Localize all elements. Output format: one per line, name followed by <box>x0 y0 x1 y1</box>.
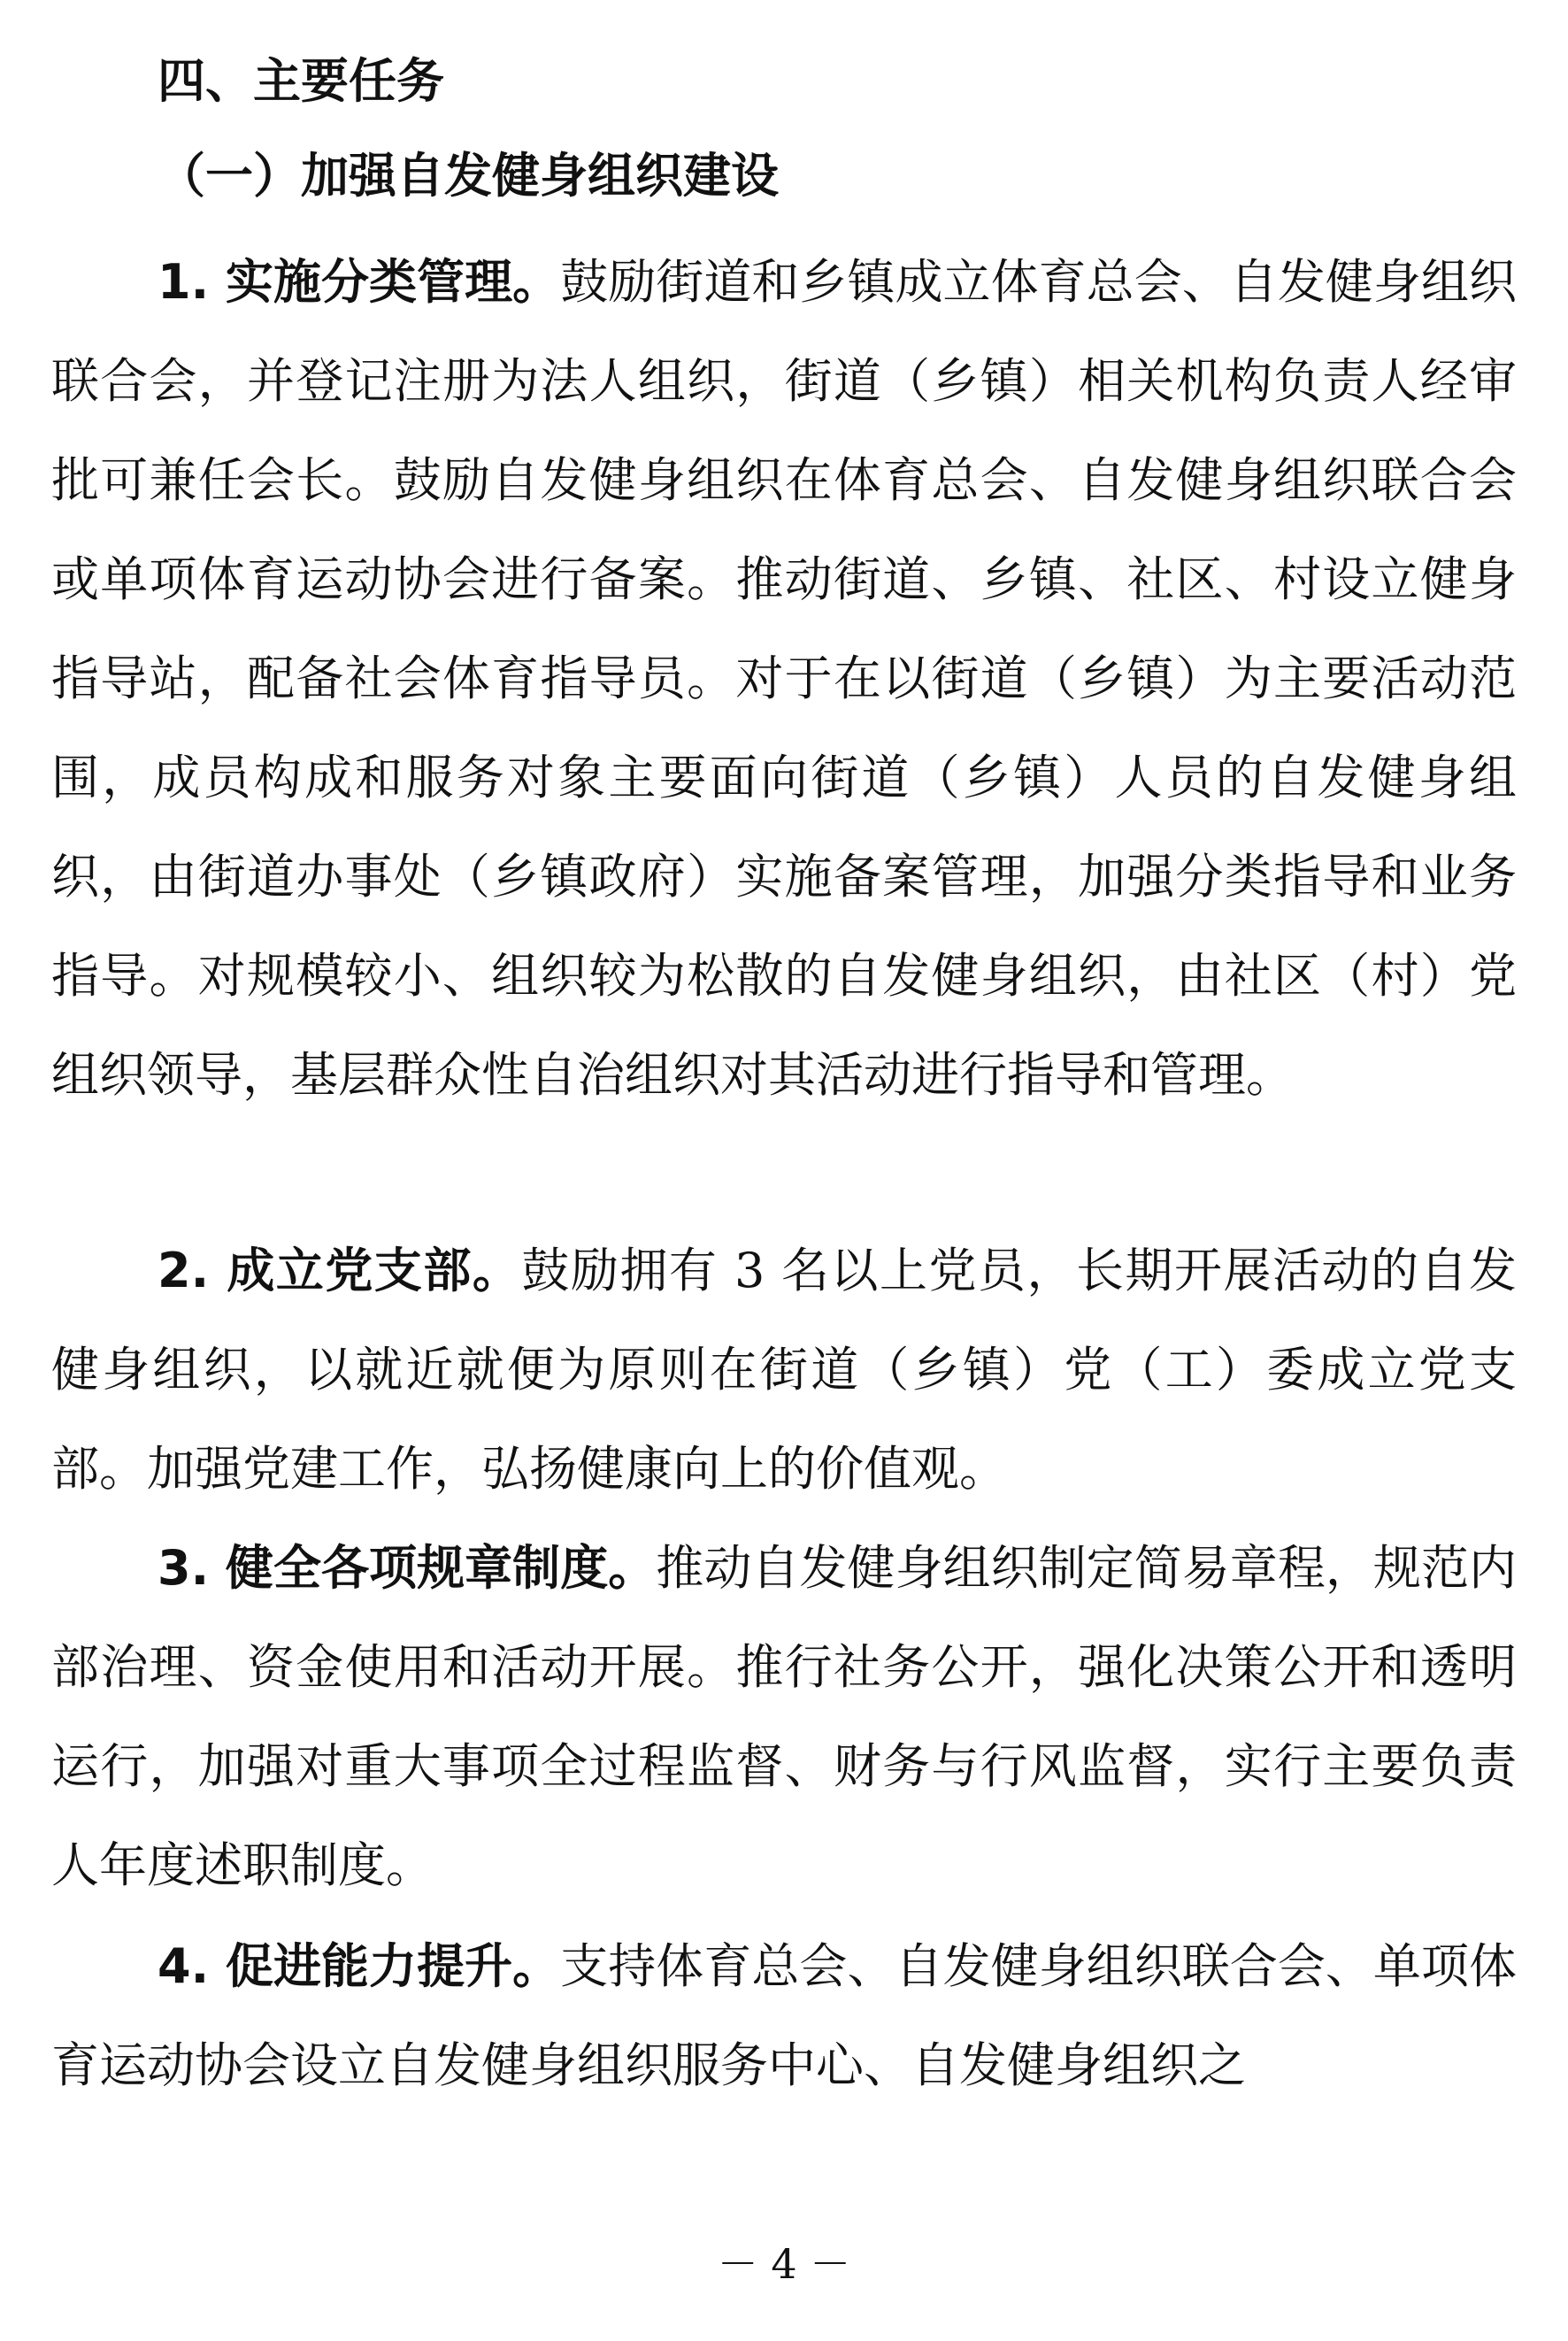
paragraph-2 <box>51 1221 1517 1519</box>
paragraph-3-text: 推动自发健身组织制定简易章程，规范内部治理、资金使用和活动开展。推行社务公开，强化决策公开和透明运行，加强对重大事项全过程监督、财务与行风监督，实行主要负责人年度述职制度。 <box>51 1540 1517 1893</box>
paragraph-4-lead: 4. 促进能力提升。 <box>158 1938 561 1994</box>
paragraph-1-text: 鼓励街道和乡镇成立体育总会、自发健身组织联合会，并登记注册为法人组织，街道（乡镇）相关机构负责人经审批可兼任会长。鼓励自发健身组织在体育总会、自发健身组织联合会或单项体育运动协会进行备案。推动街道、乡镇、社区、村设立健身指导站，配备社会体育指导员。对于在以街道（乡镇）为主要活动范围，成员构成和服务对象主要面向街道（乡镇）人员的自发健身组织，由街道办事处（乡镇政府）实施备案管理，加强分类指导和业务指导。对规模较小、组织较为松散的自发健身组织，由社区（村）党组织领导，基层群众性自治组织对其活动进行指导和管理。 <box>51 254 1517 1103</box>
section-heading: 四、主要任务 <box>158 53 444 109</box>
paragraph-2-text: 鼓励拥有 3 名以上党员，长期开展活动的自发健身组织，以就近就便为原则在街道（乡镇）党（工）委成立党支部。加强党建工作，弘扬健康向上的价值观。 <box>51 1243 1518 1497</box>
page-number: － 4 － <box>717 2240 851 2288</box>
paragraph-2-lead: 2. 成立党支部。 <box>158 1243 522 1298</box>
paragraph-4 <box>51 1917 1517 2115</box>
paragraph-4-text: 支持体育总会、自发健身组织联合会、单项体育运动协会设立自发健身组织服务中心、自发健身组织之 <box>51 1938 1517 2093</box>
subsection-heading: （一）加强自发健身组织建设 <box>158 148 779 204</box>
paragraph-1-lead: 1. 实施分类管理。 <box>158 254 561 310</box>
paragraph-3 <box>51 1519 1517 1915</box>
paragraph-1 <box>51 233 1517 1125</box>
paragraph-3-lead: 3. 健全各项规章制度。 <box>158 1540 657 1596</box>
